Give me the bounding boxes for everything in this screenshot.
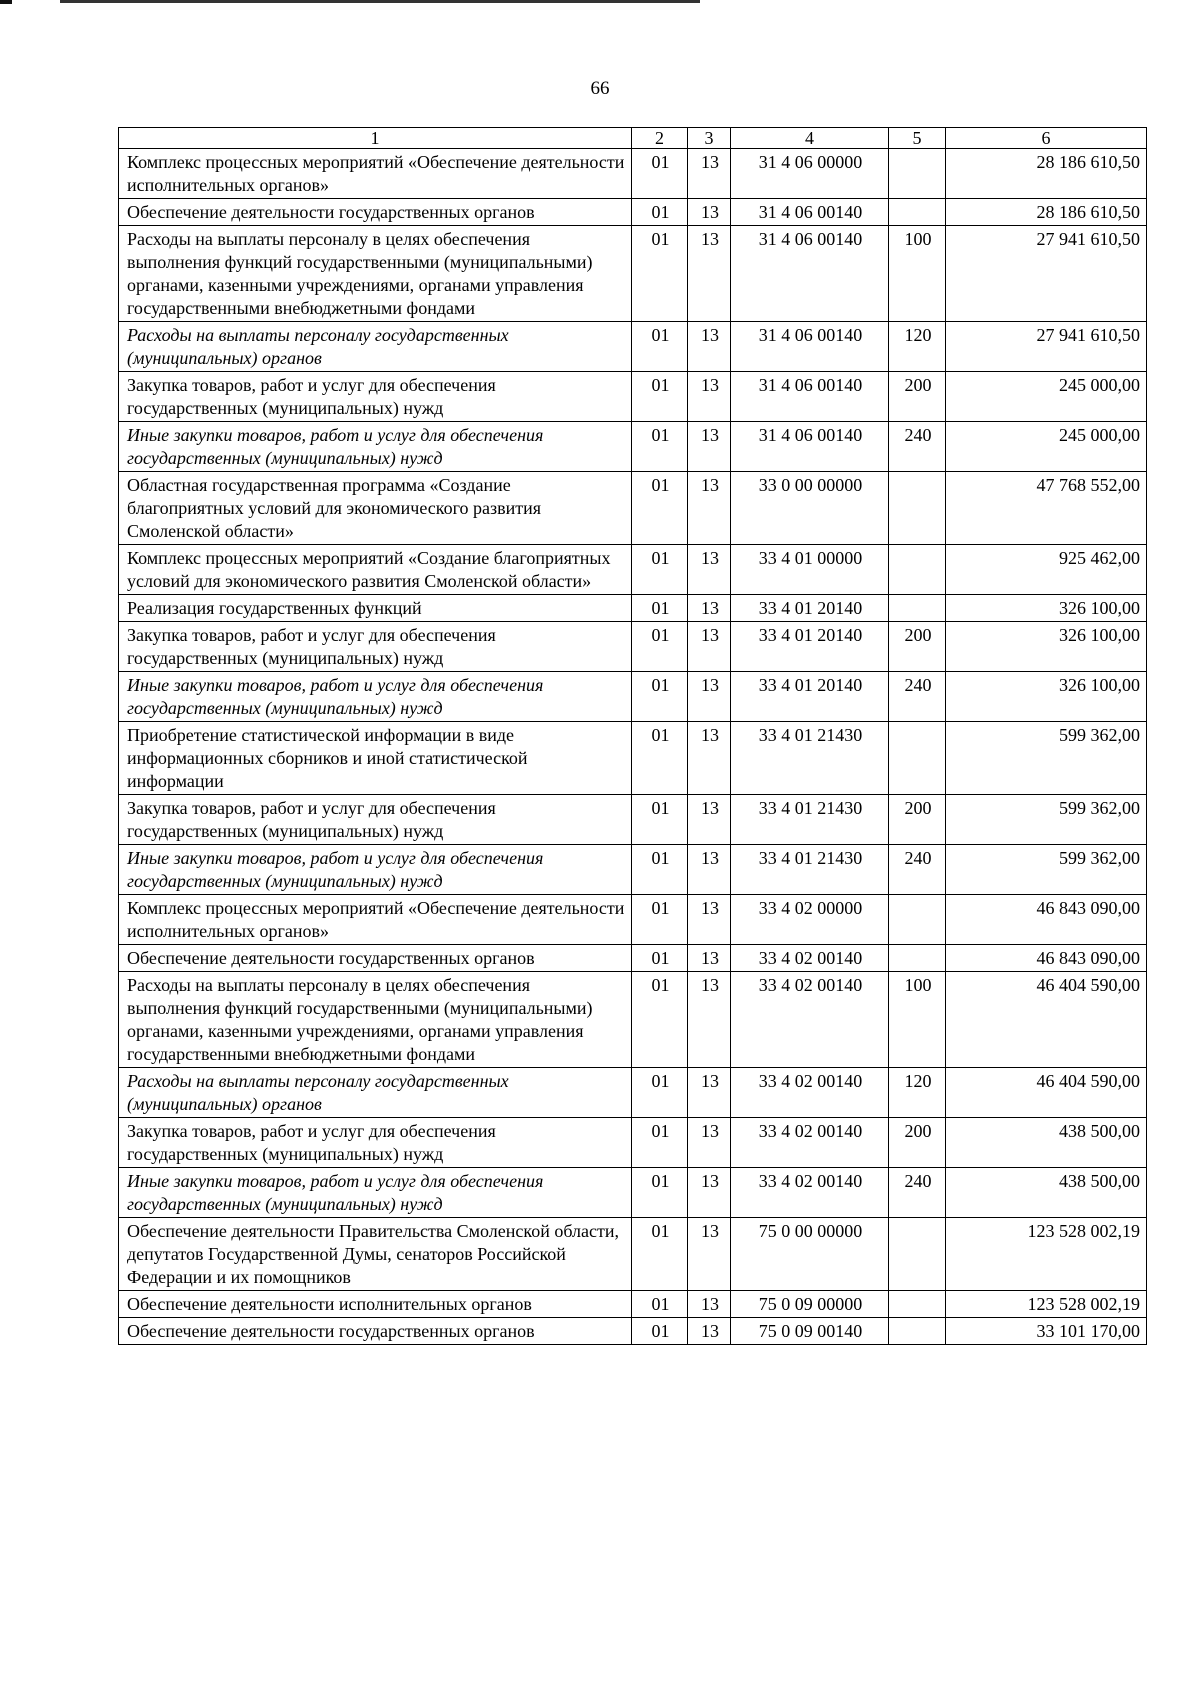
target-article-cell: 75 0 00 00000 [731, 1218, 889, 1291]
amount-cell: 925 462,00 [946, 545, 1147, 595]
target-article-cell: 33 4 01 20140 [731, 595, 889, 622]
table-row [119, 1318, 1147, 1345]
table-row [119, 722, 1147, 795]
section-code-cell: 01 [632, 972, 688, 1068]
subsection-code-cell: 13 [688, 199, 731, 226]
subsection-code-cell: 13 [688, 945, 731, 972]
table-row [119, 845, 1147, 895]
row-name-cell: Обеспечение деятельности Правительства Смоленской области, депутатов Государственной Думы, сенаторов Российской Федерации и их помощников [119, 1218, 632, 1291]
target-article-cell: 33 4 02 00140 [731, 972, 889, 1068]
amount-cell: 27 941 610,50 [946, 226, 1147, 322]
row-name-cell: Обеспечение деятельности государственных органов [119, 199, 632, 226]
amount-cell: 46 843 090,00 [946, 945, 1147, 972]
section-code-cell: 01 [632, 1068, 688, 1118]
section-code-cell: 01 [632, 472, 688, 545]
row-name-cell: Закупка товаров, работ и услуг для обеспечения государственных (муниципальных) нужд [119, 795, 632, 845]
section-code-cell: 01 [632, 1168, 688, 1218]
amount-cell: 326 100,00 [946, 672, 1147, 722]
expense-type-cell [889, 545, 946, 595]
budget-table [118, 127, 1147, 1345]
row-name-cell: Закупка товаров, работ и услуг для обеспечения государственных (муниципальных) нужд [119, 1118, 632, 1168]
subsection-code-cell: 13 [688, 972, 731, 1068]
row-name-cell: Приобретение статистической информации в виде информационных сборников и иной статистической информации [119, 722, 632, 795]
row-name-cell: Закупка товаров, работ и услуг для обеспечения государственных (муниципальных) нужд [119, 622, 632, 672]
section-code-cell: 01 [632, 322, 688, 372]
table-row [119, 595, 1147, 622]
subsection-code-cell: 13 [688, 372, 731, 422]
subsection-code-cell: 13 [688, 1168, 731, 1218]
row-name-cell: Иные закупки товаров, работ и услуг для обеспечения государственных (муниципальных) нужд [119, 1168, 632, 1218]
subsection-code-cell: 13 [688, 545, 731, 595]
expense-type-cell [889, 945, 946, 972]
expense-type-cell: 240 [889, 422, 946, 472]
amount-cell: 245 000,00 [946, 422, 1147, 472]
subsection-code-cell: 13 [688, 795, 731, 845]
table-row [119, 199, 1147, 226]
amount-cell: 326 100,00 [946, 595, 1147, 622]
subsection-code-cell: 13 [688, 472, 731, 545]
row-name-cell: Комплекс процессных мероприятий «Обеспечение деятельности исполнительных органов» [119, 895, 632, 945]
section-code-cell: 01 [632, 545, 688, 595]
expense-type-cell: 120 [889, 322, 946, 372]
row-name-cell: Закупка товаров, работ и услуг для обеспечения государственных (муниципальных) нужд [119, 372, 632, 422]
expense-type-cell: 200 [889, 795, 946, 845]
target-article-cell: 33 4 01 21430 [731, 845, 889, 895]
target-article-cell: 33 4 01 00000 [731, 545, 889, 595]
section-code-cell: 01 [632, 622, 688, 672]
target-article-cell: 31 4 06 00140 [731, 372, 889, 422]
table-row [119, 472, 1147, 545]
section-code-cell: 01 [632, 149, 688, 199]
subsection-code-cell: 13 [688, 1068, 731, 1118]
expense-type-cell: 240 [889, 845, 946, 895]
column-header: 5 [889, 128, 946, 149]
subsection-code-cell: 13 [688, 895, 731, 945]
target-article-cell: 33 4 02 00140 [731, 1068, 889, 1118]
target-article-cell: 33 4 02 00000 [731, 895, 889, 945]
table-row [119, 672, 1147, 722]
target-article-cell: 31 4 06 00140 [731, 226, 889, 322]
column-header: 2 [632, 128, 688, 149]
target-article-cell: 33 0 00 00000 [731, 472, 889, 545]
expense-type-cell: 200 [889, 622, 946, 672]
expense-type-cell [889, 1218, 946, 1291]
section-code-cell: 01 [632, 422, 688, 472]
expense-type-cell: 120 [889, 1068, 946, 1118]
row-name-cell: Обеспечение деятельности исполнительных органов [119, 1291, 632, 1318]
amount-cell: 438 500,00 [946, 1168, 1147, 1218]
amount-cell: 245 000,00 [946, 372, 1147, 422]
table-row [119, 1218, 1147, 1291]
amount-cell: 123 528 002,19 [946, 1218, 1147, 1291]
table-row [119, 422, 1147, 472]
target-article-cell: 33 4 01 21430 [731, 722, 889, 795]
table-row [119, 545, 1147, 595]
section-code-cell: 01 [632, 226, 688, 322]
row-name-cell: Иные закупки товаров, работ и услуг для обеспечения государственных (муниципальных) нужд [119, 422, 632, 472]
target-article-cell: 31 4 06 00140 [731, 322, 889, 372]
amount-cell: 46 843 090,00 [946, 895, 1147, 945]
section-code-cell: 01 [632, 372, 688, 422]
amount-cell: 123 528 002,19 [946, 1291, 1147, 1318]
expense-type-cell [889, 472, 946, 545]
target-article-cell: 31 4 06 00000 [731, 149, 889, 199]
amount-cell: 599 362,00 [946, 722, 1147, 795]
table-header-row [119, 128, 1147, 149]
page-number: 66 [590, 78, 610, 99]
row-name-cell: Иные закупки товаров, работ и услуг для обеспечения государственных (муниципальных) нужд [119, 672, 632, 722]
section-code-cell: 01 [632, 672, 688, 722]
amount-cell: 438 500,00 [946, 1118, 1147, 1168]
target-article-cell: 75 0 09 00000 [731, 1291, 889, 1318]
amount-cell: 47 768 552,00 [946, 472, 1147, 545]
expense-type-cell [889, 595, 946, 622]
subsection-code-cell: 13 [688, 422, 731, 472]
subsection-code-cell: 13 [688, 722, 731, 795]
row-name-cell: Расходы на выплаты персоналу государственных (муниципальных) органов [119, 322, 632, 372]
amount-cell: 28 186 610,50 [946, 199, 1147, 226]
column-header: 4 [731, 128, 889, 149]
target-article-cell: 33 4 01 20140 [731, 622, 889, 672]
column-header: 3 [688, 128, 731, 149]
scan-artifact [60, 0, 700, 3]
column-header: 1 [119, 128, 632, 149]
table-row [119, 945, 1147, 972]
target-article-cell: 33 4 02 00140 [731, 1118, 889, 1168]
table-row [119, 622, 1147, 672]
subsection-code-cell: 13 [688, 1318, 731, 1345]
subsection-code-cell: 13 [688, 322, 731, 372]
subsection-code-cell: 13 [688, 226, 731, 322]
row-name-cell: Комплекс процессных мероприятий «Создание благоприятных условий для экономического развития Смоленской области» [119, 545, 632, 595]
section-code-cell: 01 [632, 945, 688, 972]
section-code-cell: 01 [632, 199, 688, 226]
subsection-code-cell: 13 [688, 622, 731, 672]
amount-cell: 599 362,00 [946, 795, 1147, 845]
table-row [119, 226, 1147, 322]
scan-artifact [0, 0, 12, 4]
table-row [119, 972, 1147, 1068]
table-row [119, 149, 1147, 199]
amount-cell: 326 100,00 [946, 622, 1147, 672]
expense-type-cell [889, 149, 946, 199]
table-row [119, 1068, 1147, 1118]
row-name-cell: Реализация государственных функций [119, 595, 632, 622]
table-row [119, 1168, 1147, 1218]
section-code-cell: 01 [632, 895, 688, 945]
table-row [119, 795, 1147, 845]
expense-type-cell: 240 [889, 1168, 946, 1218]
expense-type-cell [889, 1318, 946, 1345]
amount-cell: 33 101 170,00 [946, 1318, 1147, 1345]
amount-cell: 28 186 610,50 [946, 149, 1147, 199]
section-code-cell: 01 [632, 1291, 688, 1318]
expense-type-cell: 100 [889, 972, 946, 1068]
row-name-cell: Расходы на выплаты персоналу в целях обеспечения выполнения функций государственными (муниципальными) органами, казенными учреждениями, органами управления государственными внебюджетными фондами [119, 226, 632, 322]
row-name-cell: Обеспечение деятельности государственных органов [119, 945, 632, 972]
expense-type-cell [889, 199, 946, 226]
subsection-code-cell: 13 [688, 672, 731, 722]
table-row [119, 322, 1147, 372]
section-code-cell: 01 [632, 795, 688, 845]
expense-type-cell: 100 [889, 226, 946, 322]
section-code-cell: 01 [632, 1218, 688, 1291]
subsection-code-cell: 13 [688, 595, 731, 622]
amount-cell: 27 941 610,50 [946, 322, 1147, 372]
row-name-cell: Областная государственная программа «Создание благоприятных условий для экономического развития Смоленской области» [119, 472, 632, 545]
row-name-cell: Расходы на выплаты персоналу в целях обеспечения выполнения функций государственными (муниципальными) органами, казенными учреждениями, органами управления государственными внебюджетными фондами [119, 972, 632, 1068]
section-code-cell: 01 [632, 722, 688, 795]
table-row [119, 1291, 1147, 1318]
table-row [119, 1118, 1147, 1168]
row-name-cell: Иные закупки товаров, работ и услуг для обеспечения государственных (муниципальных) нужд [119, 845, 632, 895]
target-article-cell: 31 4 06 00140 [731, 199, 889, 226]
section-code-cell: 01 [632, 1118, 688, 1168]
expense-type-cell [889, 1291, 946, 1318]
target-article-cell: 31 4 06 00140 [731, 422, 889, 472]
column-header: 6 [946, 128, 1147, 149]
row-name-cell: Комплекс процессных мероприятий «Обеспечение деятельности исполнительных органов» [119, 149, 632, 199]
target-article-cell: 33 4 01 21430 [731, 795, 889, 845]
expense-type-cell [889, 895, 946, 945]
expense-type-cell: 200 [889, 372, 946, 422]
expense-type-cell: 240 [889, 672, 946, 722]
target-article-cell: 33 4 02 00140 [731, 945, 889, 972]
target-article-cell: 33 4 02 00140 [731, 1168, 889, 1218]
subsection-code-cell: 13 [688, 1218, 731, 1291]
subsection-code-cell: 13 [688, 1291, 731, 1318]
expense-type-cell [889, 722, 946, 795]
table-row [119, 895, 1147, 945]
subsection-code-cell: 13 [688, 845, 731, 895]
target-article-cell: 33 4 01 20140 [731, 672, 889, 722]
row-name-cell: Расходы на выплаты персоналу государственных (муниципальных) органов [119, 1068, 632, 1118]
section-code-cell: 01 [632, 595, 688, 622]
amount-cell: 46 404 590,00 [946, 972, 1147, 1068]
expense-type-cell: 200 [889, 1118, 946, 1168]
target-article-cell: 75 0 09 00140 [731, 1318, 889, 1345]
section-code-cell: 01 [632, 845, 688, 895]
amount-cell: 599 362,00 [946, 845, 1147, 895]
table-row [119, 372, 1147, 422]
section-code-cell: 01 [632, 1318, 688, 1345]
amount-cell: 46 404 590,00 [946, 1068, 1147, 1118]
subsection-code-cell: 13 [688, 149, 731, 199]
row-name-cell: Обеспечение деятельности государственных органов [119, 1318, 632, 1345]
subsection-code-cell: 13 [688, 1118, 731, 1168]
